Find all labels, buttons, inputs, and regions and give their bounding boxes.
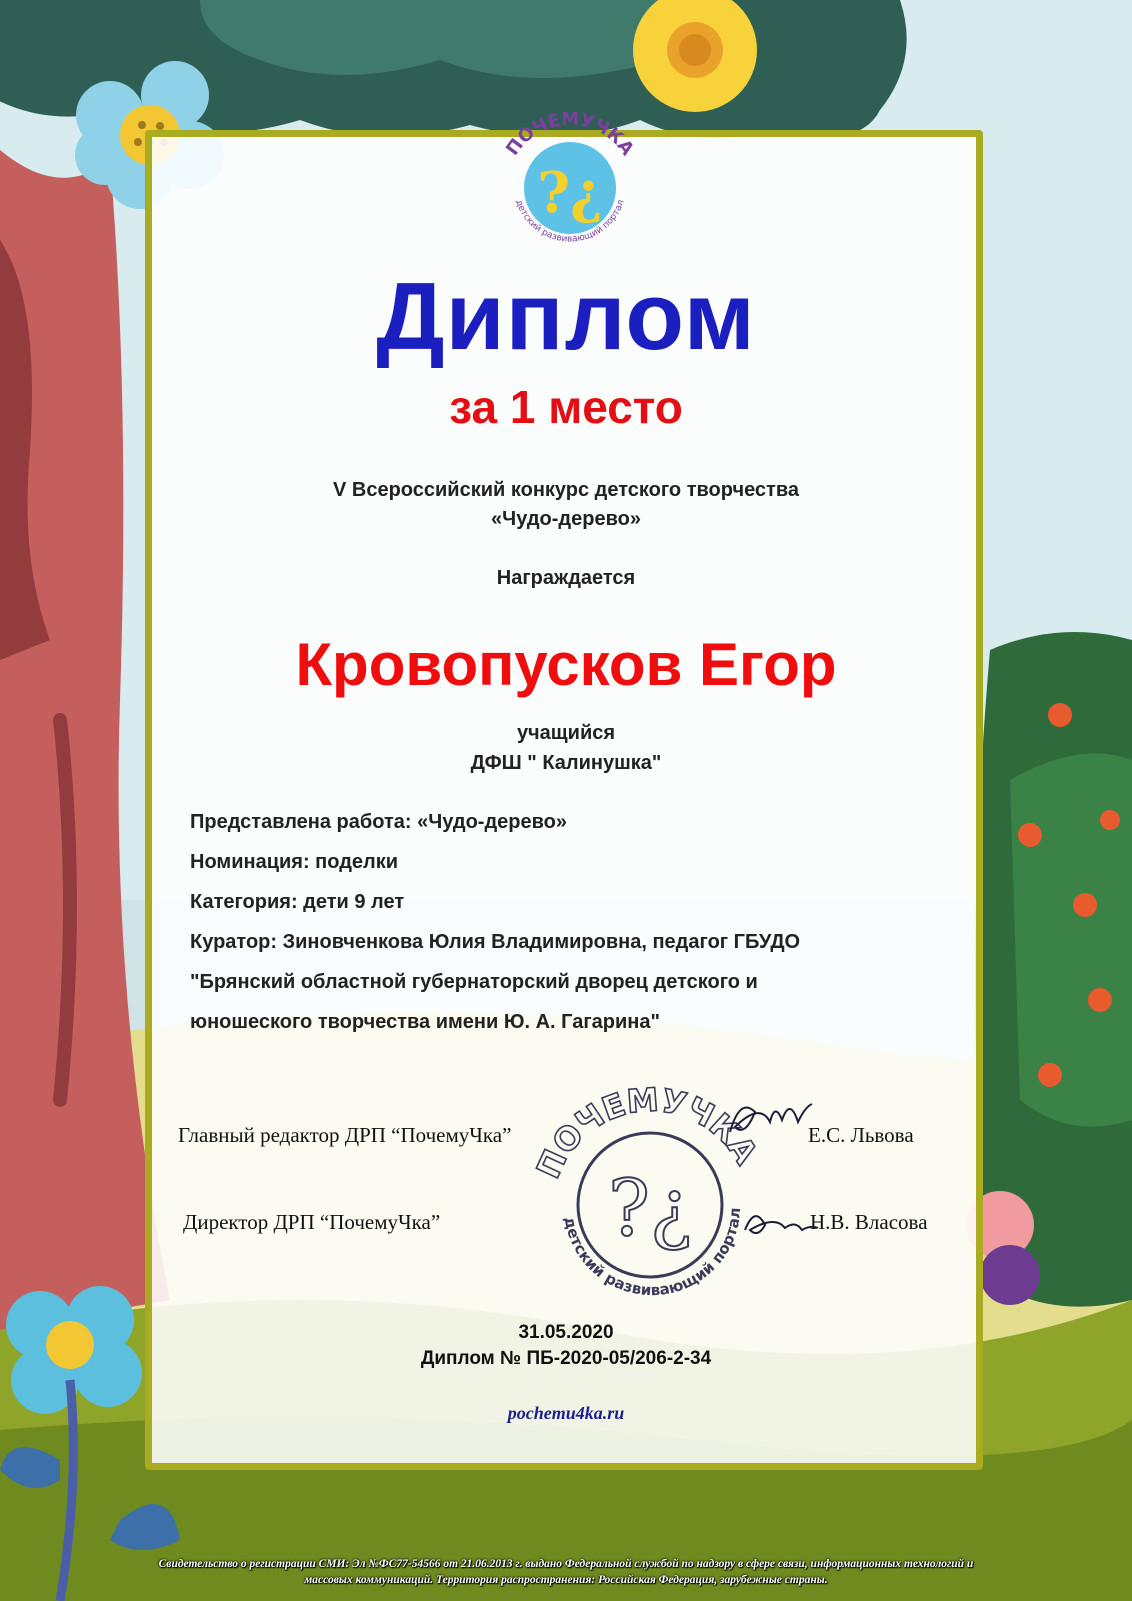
issue-date: 31.05.2020 — [518, 1322, 614, 1343]
diploma-number: Диплом № ПБ-2020-05/206-2-34 — [420, 1348, 712, 1369]
diploma-details — [190, 802, 950, 1042]
director-name: Н.В. Власова — [810, 1210, 928, 1234]
diploma-subtitle: за 1 место — [449, 381, 683, 433]
contest-line-2: «Чудо-дерево» — [491, 508, 641, 530]
contest-name — [0, 476, 1132, 534]
diploma-title: Диплом — [376, 263, 756, 370]
recipient-org: ДФШ " Калинушка" — [470, 752, 662, 774]
detail-category: Категория: дети 9 лет — [190, 891, 405, 913]
issue-info — [0, 1320, 1132, 1372]
recipient-organization — [0, 718, 1132, 778]
awarded-label: Награждается — [496, 567, 636, 589]
pochemuchka-logo — [485, 100, 655, 270]
detail-work: Представлена работа: «Чудо-дерево» — [190, 811, 567, 833]
logo-tagline: детский развивающий портал — [513, 198, 627, 245]
logo-glyph: ?¿ — [537, 160, 603, 226]
footer-line-2: массовых коммуникаций. Территория распространения: Российская Федерация, зарубежные страны. — [304, 1574, 828, 1586]
contest-line-1: V Всероссийский конкурс детского творчества — [333, 479, 799, 501]
registration-footer — [20, 1556, 1112, 1588]
footer-line-1: Свидетельство о регистрации СМИ: Эл №ФС77-54566 от 21.06.2013 г. выдано Федеральной службой по надзору в сфере связи, информационных технологий и — [158, 1558, 974, 1570]
editor-title: Главный редактор ДРП “ПочемуЧка” — [178, 1123, 512, 1147]
detail-curator-org-1: "Брянский областной губернаторский дворец детского и — [190, 971, 758, 993]
detail-curator: Куратор: Зиновченкова Юлия Владимировна, педагог ГБУДО — [190, 931, 801, 953]
recipient-name: Кровопусков Егор — [295, 631, 837, 698]
site-link[interactable]: pochemu4ka.ru — [507, 1403, 625, 1423]
director-signature — [740, 1200, 820, 1245]
detail-curator-org-2: юношеского творчества имени Ю. А. Гагарина" — [190, 1011, 660, 1033]
stamp-top-text: ПОЧЕМУЧКА — [528, 1080, 766, 1184]
editor-signature — [720, 1092, 815, 1152]
logo-brand: ПОЧЕМУЧКА — [502, 108, 638, 160]
recipient-role: учащийся — [516, 722, 616, 744]
svg-text:?¿: ?¿ — [608, 1164, 692, 1254]
detail-nomination: Номинация: поделки — [190, 851, 399, 873]
editor-name: Е.С. Львова — [808, 1123, 914, 1147]
stamp-bottom-text: детский развивающий портал — [560, 1206, 745, 1300]
director-title: Директор ДРП “ПочемуЧка” — [183, 1210, 441, 1234]
